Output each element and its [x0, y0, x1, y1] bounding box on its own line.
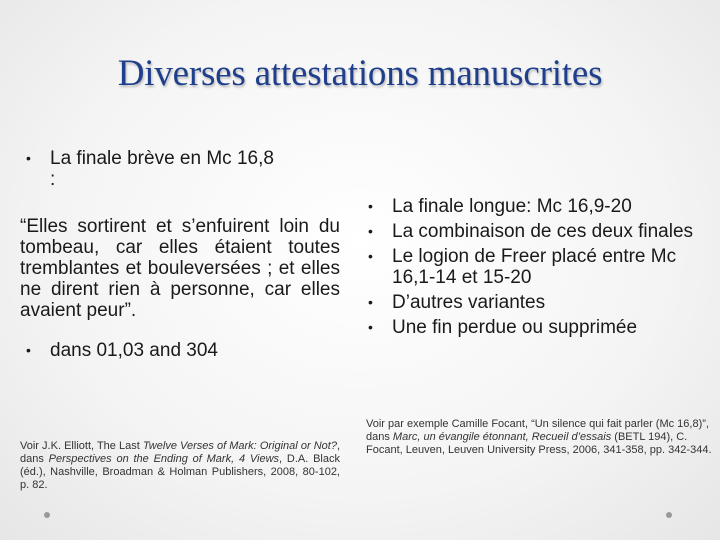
bullet-label: La finale longue: Mc 16,9-20 [392, 196, 632, 217]
bullet-short-ending [20, 148, 280, 190]
bullet-label: La combinaison de ces deux finales [392, 221, 694, 242]
bullet-dot-icon: • [26, 342, 31, 358]
reference-focant [366, 418, 718, 457]
bullet-dot-icon: • [368, 294, 373, 310]
ref-text: , dans [20, 440, 340, 465]
bullet-dot-icon: • [368, 223, 373, 239]
bullet-combination [362, 221, 714, 242]
left-bullet-list-2 [20, 340, 340, 361]
bullet-dot-icon: • [26, 150, 31, 166]
bullet-label: Une fin perdue ou supprimée [392, 317, 638, 338]
ref-text: (BETL 194), C. Focant, Leuven, Leuven University Press, 2006, 341-358, pp. 342-344. [366, 431, 712, 456]
slide-title: Diverses attestations manuscrites [117, 53, 603, 94]
ref-text: Voir par exemple Camille Focant, “Un silence qui fait parler (Mc 16,8)”, dans [366, 418, 709, 443]
ref-text: , D.A. Black (éd.), Nashville, Broadman & Holman Publishers, 2008, 80-102, p. 82. [20, 453, 340, 491]
reference-elliott [20, 440, 340, 492]
bullet-label: La finale brève en Mc 16,8 : [50, 148, 274, 190]
bullet-label: dans 01,03 and 304 [50, 340, 218, 361]
ref-book-italic: Marc, un évangile étonnant, Recueil d’essais [392, 431, 612, 443]
bullet-dot-icon: • [368, 198, 373, 214]
left-bullet-list [20, 148, 340, 190]
right-bullet-list [362, 196, 714, 338]
quote-mark-16-8: “Elles sortirent et s’enfuirent loin du tombeau, car elles étaient toutes tremblantes et bouleversées ; et elles ne dirent rien à personne, car elles avaient peur”. [20, 216, 340, 321]
bullet-label: Le logion de Freer placé entre Mc 16,1-14 et 15-20 [392, 246, 677, 288]
ref-text: Voir J.K. Elliott, The Last [20, 440, 143, 452]
ref-title-italic: Twelve Verses of Mark: Original or Not? [142, 440, 337, 452]
ref-book-italic: Perspectives on the Ending of Mark, 4 Views [48, 453, 280, 465]
bullet-manuscripts [20, 340, 340, 361]
bullet-long-ending [362, 196, 714, 217]
bullet-freer-logion [362, 246, 714, 288]
right-column [362, 196, 714, 342]
bullet-dot-icon: • [368, 319, 373, 335]
left-column [20, 148, 340, 361]
bullet-lost-ending [362, 317, 714, 338]
bullet-label: D’autres variantes [392, 292, 546, 313]
bullet-dot-icon: • [368, 248, 373, 264]
corner-dot-left-icon [44, 512, 50, 518]
bullet-other-variants [362, 292, 714, 313]
corner-dot-right-icon [666, 512, 672, 518]
